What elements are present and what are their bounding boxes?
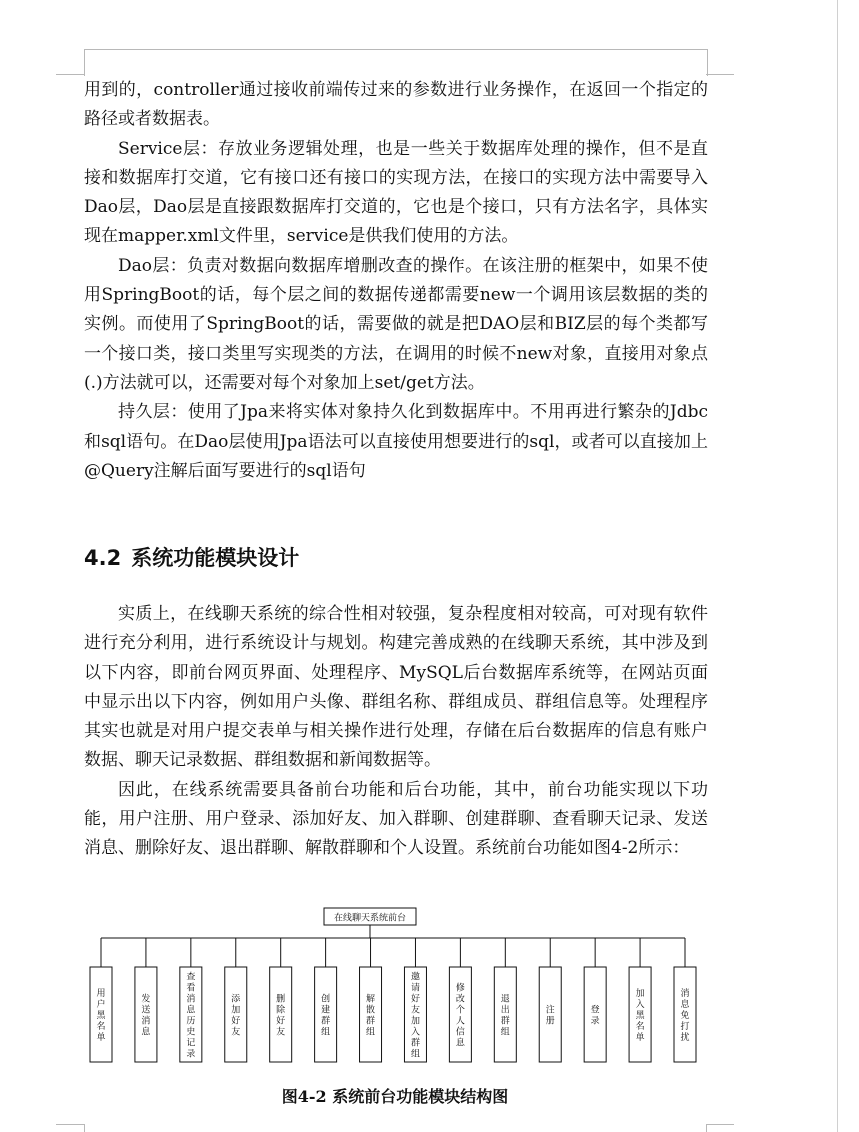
diagram-module-label: 登录 bbox=[590, 1005, 600, 1027]
section-number: 4.2 bbox=[84, 546, 122, 570]
diagram-root-label: 在线聊天系统前台 bbox=[333, 913, 407, 924]
body-text-top bbox=[84, 76, 708, 486]
body-text-bottom bbox=[84, 600, 708, 864]
diagram-module-label: 加入黑名单 bbox=[635, 989, 645, 1043]
figure-caption: 图4-2 系统前台功能模块结构图 bbox=[281, 1087, 509, 1106]
paragraph-persistence-layer: 持久层：使用了Jpa来将实体对象持久化到数据库中。不用再进行繁杂的Jdbc和sql语句。在Dao层使用Jpa语法可以直接使用想要进行的sql，或者可以直接加上@Query注解后面写要进行的sql语句 bbox=[84, 402, 708, 481]
diagram-module-label: 添加好友 bbox=[231, 994, 241, 1038]
page-edge bbox=[837, 0, 838, 1132]
crop-mark-bottom-left-v bbox=[84, 1124, 85, 1132]
crop-mark-bottom-left bbox=[56, 1124, 84, 1125]
diagram-module-label: 注册 bbox=[545, 1005, 555, 1027]
paragraph-dao-layer: Dao层：负责对数据向数据库增删改查的操作。在该注册的框架中，如果不使用SpringBoot的话，每个层之间的数据传递都需要new一个调用该层数据的类的实例。而使用了SpringBoot的话，需要做的就是把DAO层和BIZ层的每个类都写一个接口类，接口类里写实现类的方法，在调用的时候不new对象，直接用对象点(.)方法就可以，还需要对每个对象加上set/get方法。 bbox=[84, 255, 708, 393]
diagram-module-label: 退出群组 bbox=[500, 994, 510, 1038]
diagram-module-label: 消息免打扰 bbox=[680, 989, 690, 1043]
diagram-module-label: 删除好友 bbox=[276, 994, 286, 1038]
crop-mark-top-left bbox=[56, 74, 84, 75]
paragraph-controller: 用到的，controller通过接收前端传过来的参数进行业务操作，在返回一个指定的路径或者数据表。 bbox=[84, 80, 708, 130]
function-structure-diagram bbox=[84, 905, 724, 1075]
crop-mark-bottom-right-v bbox=[706, 1124, 707, 1132]
diagram-module-label: 邀请好友加入群组 bbox=[410, 972, 420, 1060]
crop-mark-bottom-right bbox=[706, 1124, 734, 1125]
section-title: 系统功能模块设计 bbox=[131, 546, 300, 570]
section-heading bbox=[84, 542, 299, 572]
diagram-module-label: 用户黑名单 bbox=[96, 989, 106, 1043]
paragraph-frontend-functions: 因此，在线系统需要具备前台功能和后台功能，其中，前台功能实现以下功能，用户注册、用户登录、添加好友、加入群聊、创建群聊、查看聊天记录、发送消息、删除好友、退出群聊、解散群聊和个人设置。系统前台功能如图4-2所示： bbox=[84, 779, 708, 859]
diagram-module-label: 发送消息 bbox=[141, 994, 151, 1038]
paragraph-service-layer: Service层：存放业务逻辑处理，也是一些关于数据库处理的操作，但不是直接和数据库打交道，它有接口还有接口的实现方法，在接口的实现方法中需要导入Dao层，Dao层是直接跟数据库打交道的，它也是个接口，只有方法名字，具体实现在mapper.xml文件里，service是供我们使用的方法。 bbox=[84, 138, 708, 247]
diagram-svg bbox=[84, 905, 724, 1070]
diagram-module-label: 创建群组 bbox=[321, 994, 331, 1038]
page-header-margin bbox=[84, 49, 708, 76]
diagram-module-label: 查看消息历史记录 bbox=[186, 972, 196, 1060]
diagram-module-label: 修改个人信息 bbox=[455, 983, 465, 1049]
crop-mark-top-right bbox=[706, 74, 734, 75]
paragraph-overview: 实质上，在线聊天系统的综合性相对较强，复杂程度相对较高，可对现有软件进行充分利用，进行系统设计与规划。构建完善成熟的在线聊天系统，其中涉及到以下内容，即前台网页界面、处理程序、MySQL后台数据库系统等，在网站页面中显示出以下内容，例如用户头像、群组名称、群组成员、群组信息等。处理程序其实也就是对用户提交表单与相关操作进行处理，存储在后台数据库的信息有账户数据、聊天记录数据、群组数据和新闻数据等。 bbox=[84, 604, 708, 771]
diagram-module-label: 解散群组 bbox=[366, 994, 376, 1038]
